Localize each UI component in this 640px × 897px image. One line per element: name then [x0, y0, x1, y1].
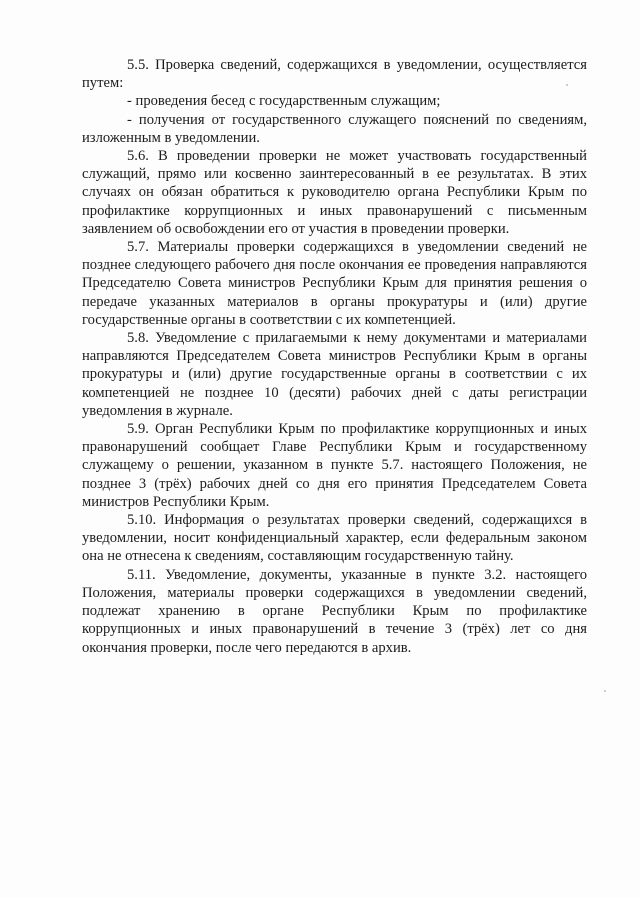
list-item-conversations: - проведения бесед с государственным служащим;	[127, 93, 441, 110]
paragraph-5-5: 5.5. Проверка сведений, содержащихся в уведомлении, осуществляется путем:	[82, 57, 587, 92]
paragraph-5-10: 5.10. Информация о результатах проверки сведений, содержащихся в уведомлении, носит конфиденциальный характер, если федеральным законом она не отнесена к сведениям, составляющим государственную тайну.	[82, 512, 587, 565]
paragraph-5-8: 5.8. Уведомление с прилагаемыми к нему документами и материалами направляются Председателем Совета министров Республики Крым в органы прокуратуры и (или) другие государственные органы в соответствии с их компетенцией не позднее 10 (десяти) рабочих дней с даты регистрации уведомления в журнале.	[82, 330, 587, 419]
paragraph-5-6: 5.6. В проведении проверки не может участвовать государственный служащий, прямо или косвенно заинтересованный в ее результатах. В этих случаях он обязан обратиться к руководителю органа Республики Крым по профилактике коррупционных и иных правонарушений с письменным заявлением об освобождении его от участия в проведении проверки.	[82, 148, 587, 237]
paragraph-5-11: 5.11. Уведомление, документы, указанные в пункте 3.2. настоящего Положения, материалы проверки содержащихся в уведомлении сведений, подлежат хранению в органе Республики Крым по профилактике коррупционных и иных правонарушений в течение 3 (трёх) лет со дня окончания проверки, после чего передаются в архив.	[82, 566, 587, 656]
paragraph-5-7: 5.7. Материалы проверки содержащихся в уведомлении сведений не позднее следующего рабочего дня после окончания ее проведения направляются Председателю Совета министров Республики Крым для принятия решения о передаче указанных материалов в органы прокуратуры и (или) другие государственные органы в соответствии с их компетенцией.	[82, 239, 587, 328]
scan-speck	[566, 84, 568, 86]
document-body	[82, 56, 587, 657]
scan-speck	[604, 690, 606, 692]
paragraph-5-9: 5.9. Орган Республики Крым по профилактике коррупционных и иных правонарушений сообщает Главе Республики Крым и государственному служащему о решении, указанном в пункте 5.7. настоящего Положения, не позднее 3 (трёх) рабочих дней со дня его принятия Председателем Совета министров Республики Крым.	[82, 421, 587, 510]
list-item-explanations: - получения от государственного служащего пояснений по сведениям, изложенным в уведомлении.	[82, 111, 587, 146]
